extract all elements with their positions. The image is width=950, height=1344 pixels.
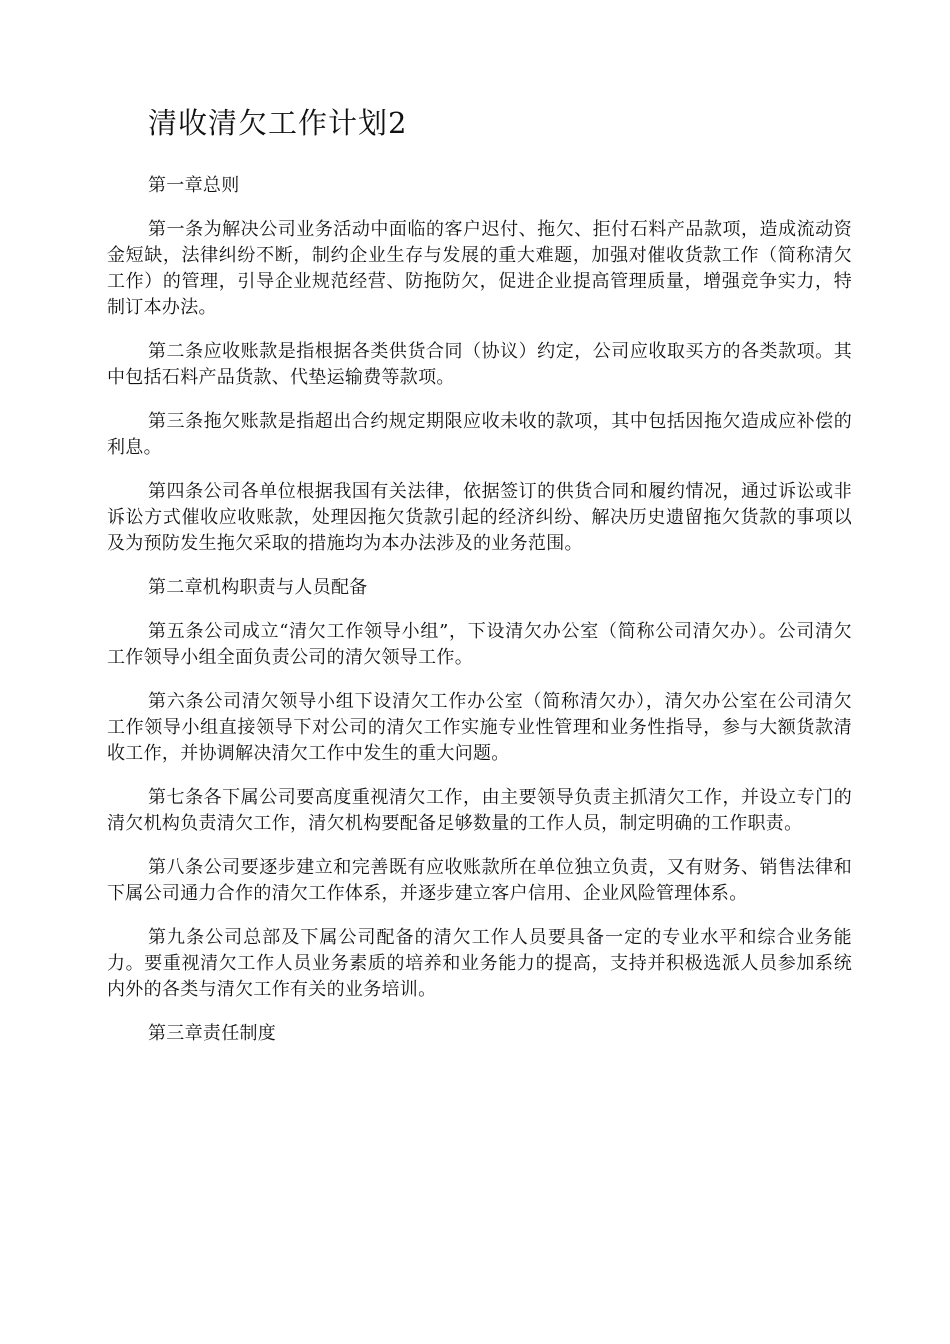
chapter-heading: 第一章总则 — [148, 175, 240, 196]
article-paragraph: 第四条公司各单位根据我国有关法律，依据签订的供货合同和履约情况，通过诉讼或非诉讼方式催收应收账款，处理因拖欠货款引起的经济纠纷、解决历史遗留拖欠货款的事项以及为预防发生拖欠采取的措施均为本办法涉及的业务范围。 — [107, 481, 852, 554]
article-paragraph: 第三条拖欠账款是指超出合约规定期限应收未收的款项，其中包括因拖欠造成应补偿的利息。 — [107, 411, 852, 458]
document-body — [107, 173, 852, 1065]
chapter-heading: 第三章责任制度 — [148, 1023, 277, 1044]
article-paragraph: 第九条公司总部及下属公司配备的清欠工作人员要具备一定的专业水平和综合业务能力。要重视清欠工作人员业务素质的培养和业务能力的提高，支持并积极选派人员参加系统内外的各类与清欠工作有关的业务培训。 — [107, 927, 852, 1000]
article-paragraph: 第一条为解决公司业务活动中面临的客户迟付、拖欠、拒付石料产品款项，造成流动资金短缺，法律纠纷不断，制约企业生存与发展的重大难题，加强对催收货款工作（简称清欠工作）的管理，引导企业规范经营、防拖防欠，促进企业提高管理质量，增强竞争实力，特制订本办法。 — [107, 219, 852, 318]
article-paragraph: 第六条公司清欠领导小组下设清欠工作办公室（简称清欠办），清欠办公室在公司清欠工作领导小组直接领导下对公司的清欠工作实施专业性管理和业务性指导，参与大额货款清收工作，并协调解决清欠工作中发生的重大问题。 — [107, 691, 852, 764]
chapter-heading: 第二章机构职责与人员配备 — [148, 577, 368, 598]
article-paragraph: 第八条公司要逐步建立和完善既有应收账款所在单位独立负责，又有财务、销售法律和下属公司通力合作的清欠工作体系，并逐步建立客户信用、企业风险管理体系。 — [107, 857, 852, 904]
article-paragraph: 第二条应收账款是指根据各类供货合同（协议）约定，公司应收取买方的各类款项。其中包括石料产品货款、代垫运输费等款项。 — [107, 341, 852, 388]
document-title: 清收清欠工作计划2 — [148, 106, 408, 140]
article-paragraph: 第七条各下属公司要高度重视清欠工作，由主要领导负责主抓清欠工作，并设立专门的清欠机构负责清欠工作，清欠机构要配备足够数量的工作人员，制定明确的工作职责。 — [107, 787, 852, 834]
article-paragraph: 第五条公司成立“清欠工作领导小组”，下设清欠办公室（简称公司清欠办）。公司清欠工作领导小组全面负责公司的清欠领导工作。 — [107, 621, 852, 668]
